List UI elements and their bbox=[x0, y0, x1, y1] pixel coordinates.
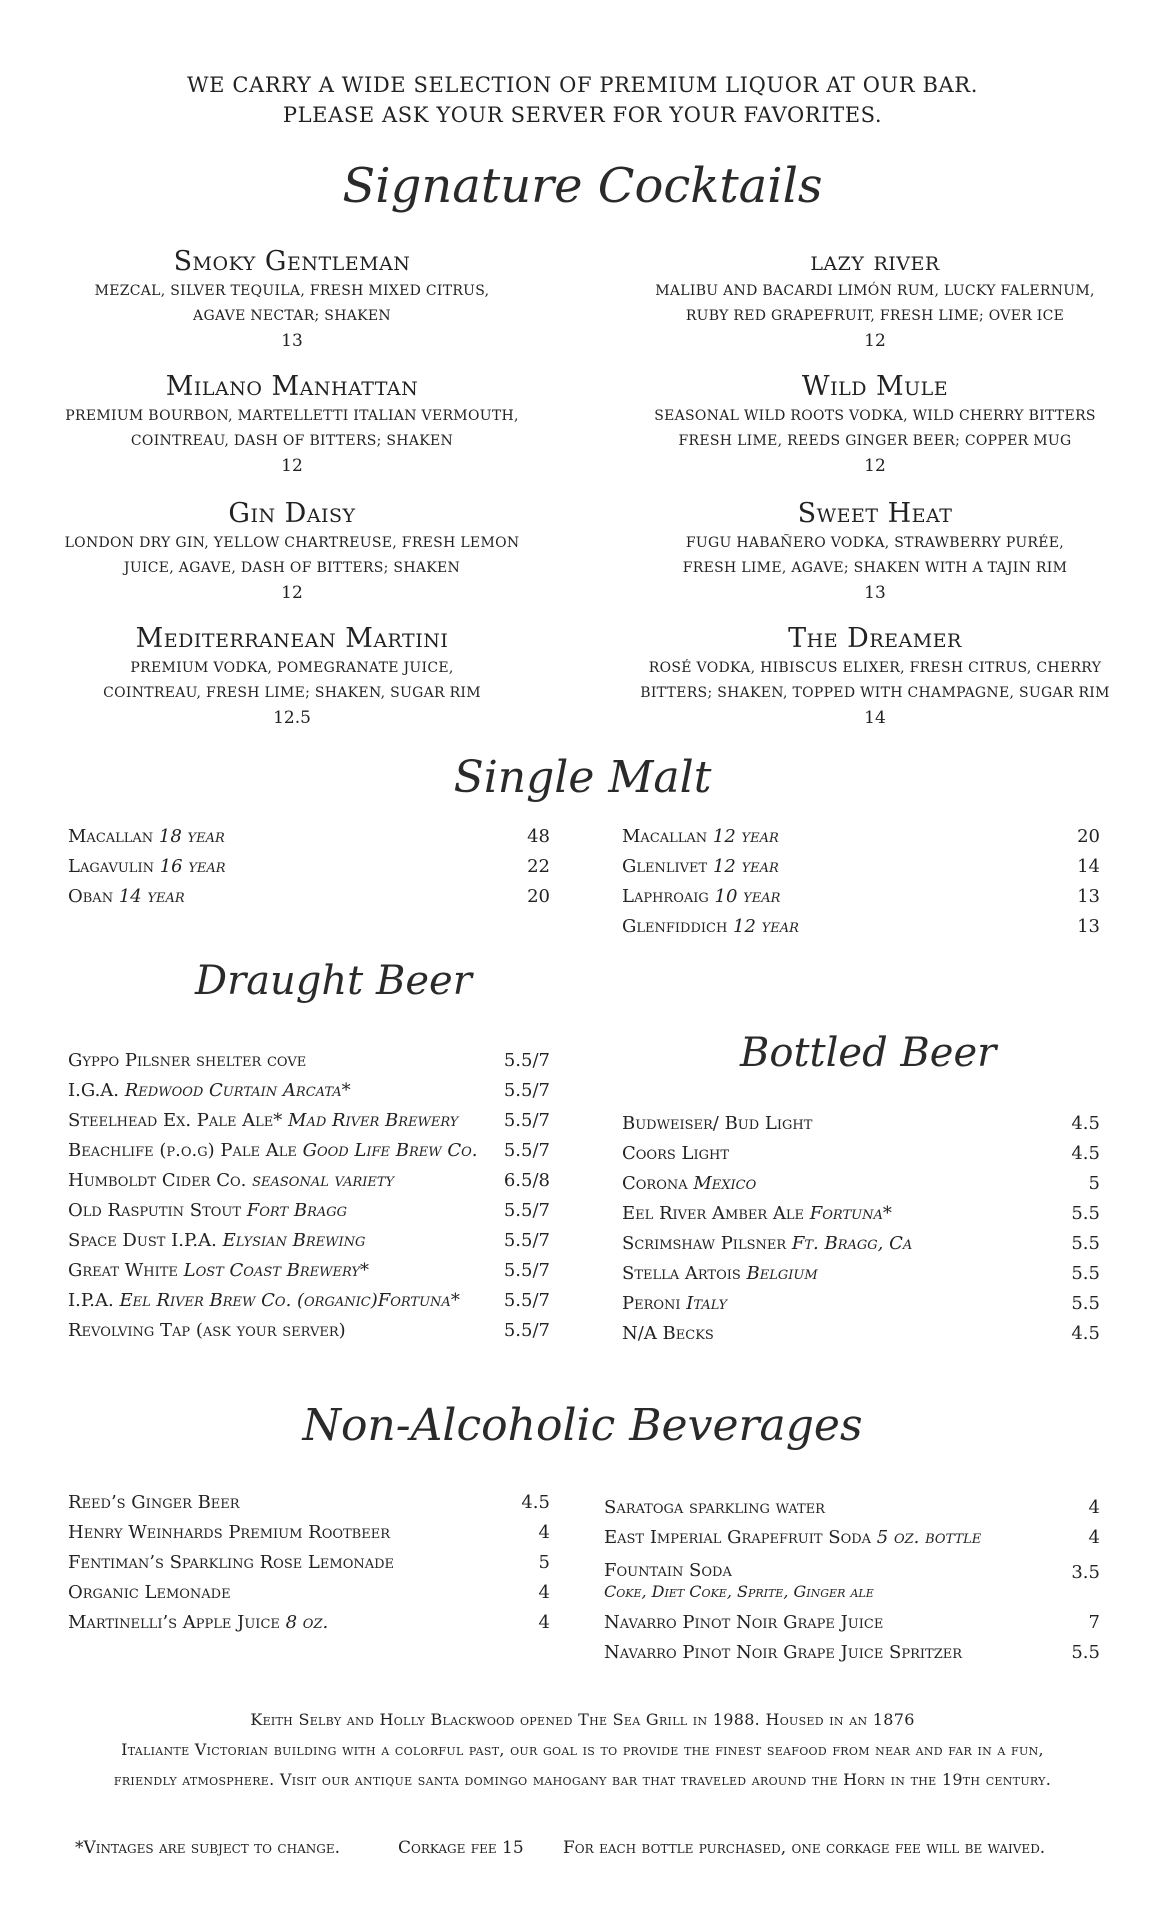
item-name: Gyppo Pilsner shelter cove bbox=[68, 1050, 307, 1071]
cocktail-price: 13 bbox=[864, 583, 886, 603]
cocktail-item bbox=[57, 622, 527, 730]
item-name: Macallan bbox=[68, 826, 154, 847]
item-price: 4 bbox=[1088, 1527, 1100, 1548]
item-price: 4.5 bbox=[1071, 1143, 1100, 1164]
item-origin: Ft. Bragg, Ca bbox=[791, 1233, 913, 1254]
item-price: 5.5/7 bbox=[503, 1320, 550, 1341]
item-price: 4.5 bbox=[521, 1492, 550, 1513]
cocktail-description: COINTREAU, DASH OF BITTERS; SHAKEN bbox=[130, 433, 454, 449]
item-name: Great White bbox=[68, 1260, 178, 1281]
item-size: 8 oz. bbox=[285, 1612, 329, 1633]
item-name: Eel River Amber Ale bbox=[622, 1203, 805, 1224]
liquor-notice bbox=[0, 70, 1165, 130]
item-price: 20 bbox=[527, 886, 550, 907]
menu-item bbox=[604, 1527, 981, 1548]
item-origin: Belgium bbox=[746, 1263, 818, 1284]
item-price: 5.5/7 bbox=[503, 1080, 550, 1101]
item-name: Navarro Pinot Noir Grape Juice Spritzer bbox=[604, 1642, 963, 1663]
menu-item bbox=[68, 886, 185, 907]
item-price: 5.5/7 bbox=[503, 1050, 550, 1071]
cocktail-description: MALIBU AND BACARDI LIMÓN RUM, LUCKY FALERNUM, bbox=[655, 283, 1095, 299]
non-alcoholic-heading: Non-Alcoholic Beverages bbox=[302, 1400, 863, 1451]
cocktail-description: AGAVE NECTAR; SHAKEN bbox=[193, 308, 391, 324]
item-origin: Mexico bbox=[693, 1173, 757, 1194]
menu-item bbox=[68, 1552, 394, 1573]
history-line-2: Italiante Victorian building with a colorful past, our goal is to provide the finest seafood from near and far in a fun, bbox=[121, 1740, 1044, 1759]
cocktail-name: The Dreamer bbox=[788, 623, 962, 654]
cocktail-description: ROSÉ VODKA, HIBISCUS ELIXER, FRESH CITRUS, CHERRY bbox=[648, 660, 1102, 676]
menu-item bbox=[68, 856, 226, 877]
cocktail-description: COINTREAU, FRESH LIME; SHAKEN, SUGAR RIM bbox=[103, 685, 481, 701]
cocktail-price: 12 bbox=[281, 456, 303, 476]
item-price: 5.5/7 bbox=[503, 1200, 550, 1221]
item-price: 5.5/7 bbox=[503, 1230, 550, 1251]
cocktail-name: Mediterranean Martini bbox=[135, 623, 449, 654]
menu-item bbox=[622, 886, 780, 907]
item-name: Old Rasputin Stout bbox=[68, 1200, 242, 1221]
item-name: Space Dust I.P.A. bbox=[68, 1230, 217, 1251]
cocktail-item bbox=[640, 245, 1110, 353]
item-name: I.G.A. bbox=[68, 1080, 120, 1101]
cocktail-name: Wild Mule bbox=[801, 371, 949, 402]
item-brewery: Mad River Brewery bbox=[288, 1110, 459, 1131]
item-price: 5.5 bbox=[1071, 1263, 1100, 1284]
item-name: Revolving Tap (ask your server) bbox=[68, 1320, 346, 1341]
menu-item bbox=[604, 1560, 732, 1581]
history-line-3: friendly atmosphere. Visit our antique santa domingo mahogany bar that traveled around the Horn in the 19th century. bbox=[113, 1770, 1052, 1789]
menu-item bbox=[68, 1320, 346, 1341]
item-name: Navarro Pinot Noir Grape Juice bbox=[604, 1612, 884, 1633]
menu-item bbox=[622, 1173, 756, 1194]
cocktail-item bbox=[57, 497, 527, 605]
item-price: 4.5 bbox=[1071, 1113, 1100, 1134]
item-name: Lagavulin bbox=[68, 856, 154, 877]
history-line-1: Keith Selby and Holly Blackwood opened The Sea Grill in 1988. Housed in an 1876 bbox=[250, 1710, 915, 1729]
item-age: 14 year bbox=[118, 886, 185, 907]
item-age: 10 year bbox=[714, 886, 781, 907]
item-name: Oban bbox=[68, 886, 114, 907]
cocktail-description: FRESH LIME, AGAVE; SHAKEN WITH A TAJIN RIM bbox=[682, 560, 1068, 576]
item-price: 5.5/7 bbox=[503, 1140, 550, 1161]
menu-item bbox=[622, 1263, 818, 1284]
item-name: Laphroaig bbox=[622, 886, 709, 907]
item-price: 22 bbox=[527, 856, 550, 877]
menu-item bbox=[622, 1143, 729, 1164]
item-size: 5 oz. bottle bbox=[876, 1527, 982, 1548]
item-price: 5 bbox=[1088, 1173, 1100, 1194]
item-brewery: Redwood Curtain Arcata* bbox=[124, 1080, 351, 1101]
item-brewery: Eel River Brew Co. (organic)Fortuna* bbox=[119, 1290, 460, 1311]
item-brewery: seasonal variety bbox=[252, 1170, 395, 1191]
item-brewery: Good Life Brew Co. bbox=[302, 1140, 478, 1161]
notice-line-2: PLEASE ASK YOUR SERVER FOR YOUR FAVORITES. bbox=[282, 103, 883, 127]
cocktail-item bbox=[57, 245, 527, 353]
item-name: Glenlivet bbox=[622, 856, 708, 877]
item-price: 4 bbox=[538, 1522, 550, 1543]
menu-item bbox=[68, 1612, 328, 1633]
cocktail-description: RUBY RED GRAPEFRUIT, FRESH LIME; OVER ICE bbox=[685, 308, 1065, 324]
item-price: 5.5 bbox=[1071, 1233, 1100, 1254]
bottled-beer-heading: Bottled Beer bbox=[740, 1030, 997, 1076]
item-name: Macallan bbox=[622, 826, 708, 847]
cocktail-description: FUGU HABAÑERO VODKA, STRAWBERRY PURÉE, bbox=[685, 535, 1065, 551]
item-name: Steelhead Ex. Pale Ale* bbox=[68, 1110, 283, 1131]
single-malt-heading: Single Malt bbox=[453, 752, 712, 803]
menu-item bbox=[68, 1110, 458, 1131]
item-name: Organic Lemonade bbox=[68, 1582, 231, 1603]
cocktail-price: 12.5 bbox=[273, 708, 311, 728]
cocktail-name: Smoky Gentleman bbox=[173, 246, 411, 277]
item-name: N/A Becks bbox=[622, 1323, 714, 1344]
menu-item bbox=[622, 826, 779, 847]
item-age: 12 year bbox=[712, 826, 779, 847]
item-name: Saratoga sparkling water bbox=[604, 1497, 825, 1518]
item-price: 48 bbox=[527, 826, 550, 847]
item-price: 5.5 bbox=[1071, 1293, 1100, 1314]
item-price: 5.5 bbox=[1071, 1203, 1100, 1224]
item-price: 5.5/7 bbox=[503, 1110, 550, 1131]
item-age: 12 year bbox=[712, 856, 779, 877]
item-brewery: Elysian Brewing bbox=[222, 1230, 366, 1251]
item-price: 6.5/8 bbox=[503, 1170, 550, 1191]
item-price: 5.5/7 bbox=[503, 1290, 550, 1311]
menu-item bbox=[622, 1113, 812, 1134]
item-name: Henry Weinhards Premium Rootbeer bbox=[68, 1522, 391, 1543]
item-age: 12 year bbox=[733, 916, 799, 937]
cocktail-item bbox=[57, 370, 527, 478]
cocktail-name: Gin Daisy bbox=[228, 498, 356, 529]
item-price: 7 bbox=[1088, 1612, 1100, 1633]
cocktail-name: lazy river bbox=[810, 246, 940, 277]
item-name: Scrimshaw Pilsner bbox=[622, 1233, 787, 1254]
item-name: Humboldt Cider Co. bbox=[68, 1170, 247, 1191]
menu-item bbox=[622, 1233, 912, 1254]
cocktail-description: LONDON DRY GIN, YELLOW CHARTREUSE, FRESH LEMON bbox=[64, 535, 520, 551]
cocktail-name: Milano Manhattan bbox=[165, 371, 419, 402]
menu-item bbox=[68, 1522, 390, 1543]
menu-item bbox=[604, 1497, 825, 1518]
item-name: Glenfiddich bbox=[622, 916, 728, 937]
menu-item bbox=[68, 1492, 240, 1513]
fountain-soda-options: Coke, Diet Coke, Sprite, Ginger ale bbox=[604, 1582, 874, 1601]
item-name: Martinelli’s Apple Juice bbox=[68, 1612, 280, 1633]
cocktail-item bbox=[640, 622, 1110, 730]
menu-item bbox=[622, 1203, 892, 1224]
signature-cocktails-heading: Signature Cocktails bbox=[342, 158, 823, 214]
item-price: 4.5 bbox=[1071, 1323, 1100, 1344]
cocktail-price: 12 bbox=[864, 331, 886, 351]
menu-item bbox=[68, 1080, 351, 1101]
corkage-waiver-note: For each bottle purchased, one corkage fee will be waived. bbox=[563, 1838, 1046, 1858]
cocktail-name: Sweet Heat bbox=[797, 498, 953, 529]
cocktail-description: BITTERS; SHAKEN, TOPPED WITH CHAMPAGNE, SUGAR RIM bbox=[640, 685, 1110, 701]
menu-item bbox=[604, 1612, 883, 1633]
cocktail-description: MEZCAL, SILVER TEQUILA, FRESH MIXED CITRUS, bbox=[94, 283, 490, 299]
item-origin: Fortuna* bbox=[809, 1203, 892, 1224]
menu-item bbox=[68, 1582, 231, 1603]
menu-item bbox=[622, 856, 779, 877]
item-price: 5 bbox=[538, 1552, 550, 1573]
item-age: 16 year bbox=[159, 856, 226, 877]
menu-item bbox=[68, 1170, 394, 1191]
menu-item bbox=[68, 1050, 306, 1071]
item-name: Fountain Soda bbox=[604, 1560, 732, 1581]
notice-line-1: WE CARRY A WIDE SELECTION OF PREMIUM LIQUOR AT OUR BAR. bbox=[187, 73, 978, 97]
menu-item bbox=[68, 1230, 365, 1251]
item-price: 4 bbox=[1088, 1497, 1100, 1518]
item-name: East Imperial Grapefruit Soda bbox=[604, 1527, 872, 1548]
menu-item bbox=[604, 1642, 962, 1663]
cocktail-price: 13 bbox=[281, 331, 303, 351]
draught-beer-heading: Draught Beer bbox=[195, 958, 472, 1004]
item-price: 3.5 bbox=[1071, 1562, 1100, 1583]
cocktail-item bbox=[640, 497, 1110, 605]
item-name: Corona bbox=[622, 1173, 688, 1194]
item-origin: Italy bbox=[686, 1293, 728, 1314]
item-price: 5.5 bbox=[1071, 1642, 1100, 1663]
item-price: 4 bbox=[538, 1612, 550, 1633]
item-name: Reed’s Ginger Beer bbox=[68, 1492, 240, 1513]
item-name: Peroni bbox=[622, 1293, 681, 1314]
item-price: 4 bbox=[538, 1582, 550, 1603]
cocktail-description: PREMIUM VODKA, POMEGRANATE JUICE, bbox=[130, 660, 454, 676]
vintages-note: *Vintages are subject to change. bbox=[75, 1838, 340, 1858]
item-name: Stella Artois bbox=[622, 1263, 741, 1284]
item-name: Fentiman’s Sparkling Rose Lemonade bbox=[68, 1552, 395, 1573]
item-brewery: Lost Coast Brewery* bbox=[183, 1260, 369, 1281]
item-price: 14 bbox=[1077, 856, 1100, 877]
item-brewery: Fort Bragg bbox=[246, 1200, 348, 1221]
menu-item bbox=[622, 1323, 714, 1344]
item-name: Beachlife (p.o.g) Pale Ale bbox=[68, 1140, 297, 1161]
menu-item bbox=[68, 826, 225, 847]
menu-item bbox=[622, 916, 799, 937]
cocktail-price: 12 bbox=[281, 583, 303, 603]
cocktail-item bbox=[640, 370, 1110, 478]
menu-item bbox=[68, 1200, 347, 1221]
item-price: 13 bbox=[1077, 886, 1100, 907]
cocktail-description: JUICE, AGAVE, DASH OF BITTERS; SHAKEN bbox=[123, 560, 461, 576]
item-price: 13 bbox=[1077, 916, 1100, 937]
corkage-fee: Corkage fee 15 bbox=[398, 1838, 524, 1858]
cocktail-description: FRESH LIME, REEDS GINGER BEER; COPPER MUG bbox=[678, 433, 1072, 449]
cocktail-description: SEASONAL WILD ROOTS VODKA, WILD CHERRY BITTERS bbox=[654, 408, 1096, 424]
restaurant-history bbox=[0, 1705, 1165, 1795]
item-name: Coors Light bbox=[622, 1143, 729, 1164]
item-price: 5.5/7 bbox=[503, 1260, 550, 1281]
item-age: 18 year bbox=[158, 826, 225, 847]
cocktail-description: PREMIUM BOURBON, MARTELLETTI ITALIAN VERMOUTH, bbox=[65, 408, 519, 424]
item-price: 20 bbox=[1077, 826, 1100, 847]
menu-item bbox=[68, 1140, 478, 1161]
cocktail-price: 12 bbox=[864, 456, 886, 476]
cocktail-price: 14 bbox=[864, 708, 886, 728]
item-name: I.P.A. bbox=[68, 1290, 114, 1311]
menu-item bbox=[622, 1293, 727, 1314]
menu-item bbox=[68, 1290, 460, 1311]
item-name: Budweiser/ Bud Light bbox=[622, 1113, 813, 1134]
menu-item bbox=[68, 1260, 369, 1281]
